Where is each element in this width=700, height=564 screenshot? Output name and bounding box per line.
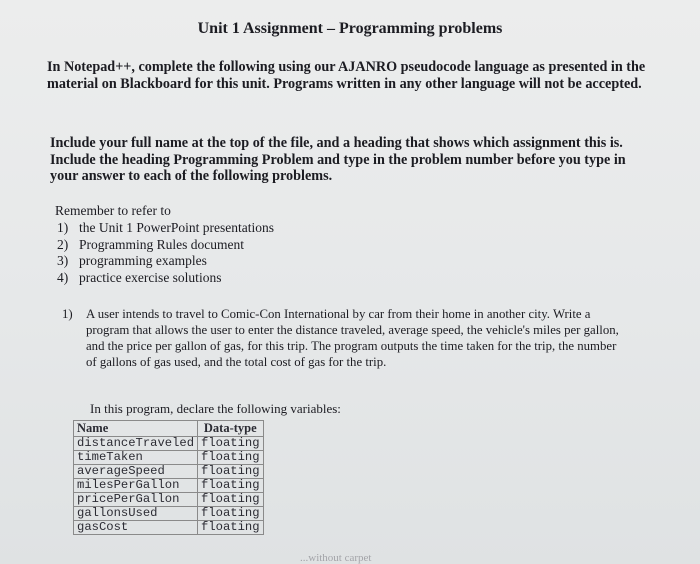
table-row: gallonsUsed floating <box>74 507 264 521</box>
problem-1 <box>62 306 622 370</box>
column-header-type: Data-type <box>198 421 264 437</box>
remember-heading: Remember to refer to <box>55 203 171 218</box>
table-row: pricePerGallon floating <box>74 493 264 507</box>
table-row: timeTaken floating <box>74 451 264 465</box>
table-row: distanceTraveled floating <box>74 437 264 451</box>
problem-text: A user intends to travel to Comic-Con International by car from their home in another city. Write a program that allows the user to enter the distance traveled, average speed, the vehicle's miles per gallon, and the price per gallon of gas, for this trip. The program outputs the time taken for the trip, the number of gallons of gas used, and the total cost of gas for the trip. <box>86 307 619 369</box>
table-row: averageSpeed floating <box>74 465 264 479</box>
list-item: 4) practice exercise solutions <box>57 269 222 285</box>
table-row: gasCost floating <box>74 521 264 535</box>
table-row: milesPerGallon floating <box>74 479 264 493</box>
column-header-name: Name <box>74 421 198 437</box>
reference-list <box>57 220 274 286</box>
intro-paragraph-1: In Notepad++, complete the following using our AJANRO pseudocode language as presented in the material on Blackboard for this unit. Programs written in any other language will not be accepted. <box>47 59 646 92</box>
page-title: Unit 1 Assignment – Programming problems <box>197 20 503 37</box>
variables-intro: In this program, declare the following variables: <box>90 401 341 416</box>
problem-number: 1) <box>62 307 73 321</box>
variables-table <box>73 420 264 535</box>
cut-off-text: ...without carpet <box>300 552 372 564</box>
list-item: 2) Programming Rules document <box>57 236 244 252</box>
list-item: 1) the Unit 1 PowerPoint presentations <box>57 220 274 235</box>
intro-paragraph-2: Include your full name at the top of the file, and a heading that shows which assignment this is. Include the heading Programming Problem and type in the problem number before you type in your answer to each of the following problems. <box>50 135 626 184</box>
table-header-row <box>74 421 264 437</box>
list-item: 3) programming examples <box>57 253 207 268</box>
